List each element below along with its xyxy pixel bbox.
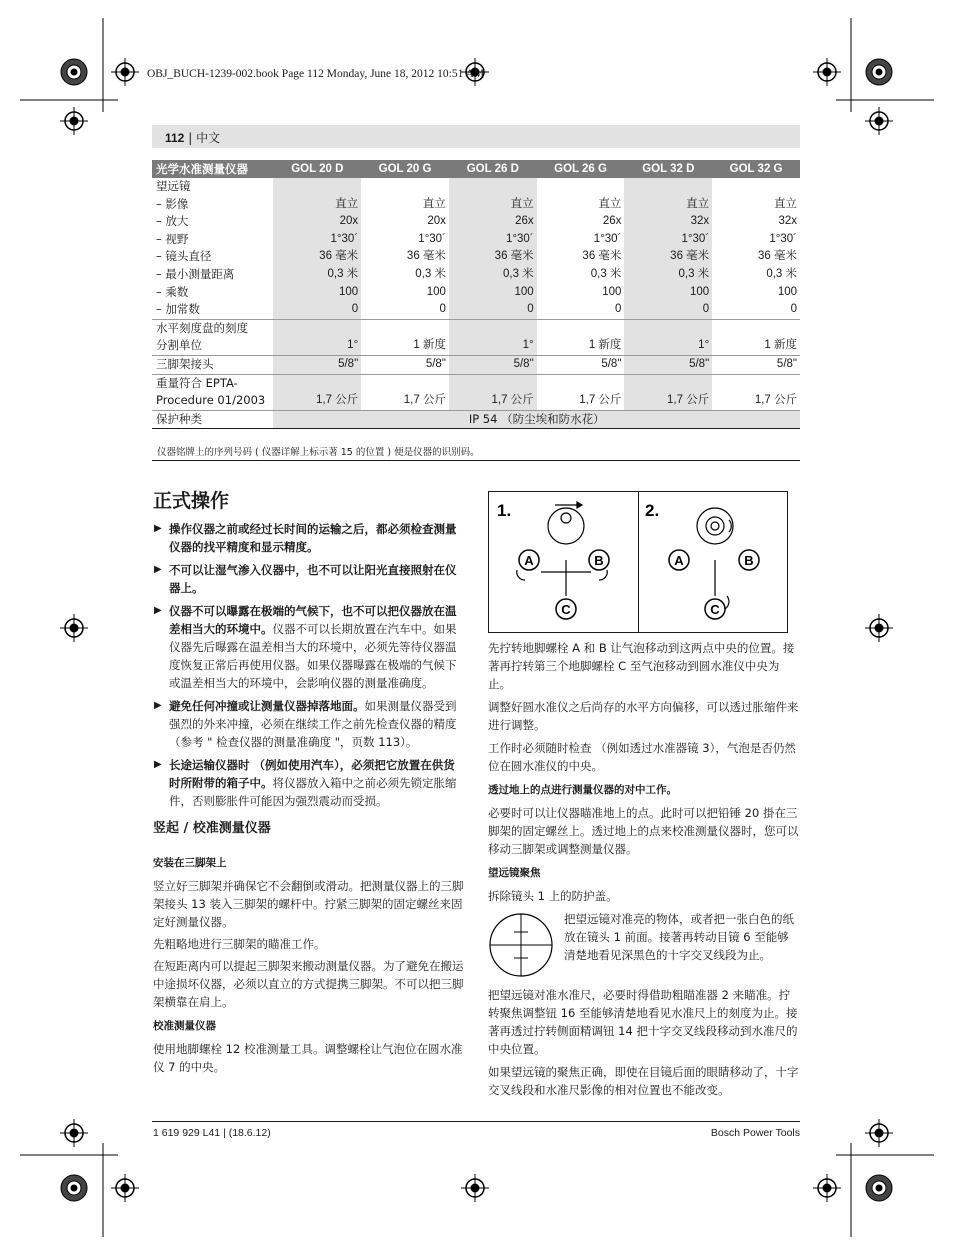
focus-paragraph: 拆除镜头 1 上的防护盖。 [488, 889, 618, 903]
cell-value: 0,3 米 [766, 267, 797, 280]
centering-paragraph: 必要时可以让仪器瞄准地上的点。此时可以把铅锤 20 掛在三脚架的固定螺丝上。透过地上的点来校准测量仪器时，您可以移动三脚架或调整测量仪器。 [488, 806, 799, 856]
tripod-value: 5/8" [712, 355, 800, 374]
tripod-value: 5/8" [273, 355, 361, 374]
tripod-value: 5/8" [624, 355, 712, 374]
spec-table [152, 160, 800, 429]
weight-value: 1,7 公斤 [361, 374, 449, 410]
cell-value: 0 [527, 303, 534, 316]
screw-c-label: C [561, 602, 571, 617]
spec-table-header [152, 160, 800, 178]
cell-value: 36 毫米 [670, 250, 710, 263]
telescope-row [152, 178, 800, 319]
scale-value: 1 新度 [712, 319, 800, 355]
bullet-item: ▶ 不可以让湿气渗入仪器中，也不可以让阳光直接照射在仪器上。 [154, 563, 457, 595]
scale-row [152, 319, 800, 355]
focus-paragraph: 如果望远镜的聚焦正确，即使在目镜后面的眼睛移动了，十字交叉线段和水准尺影像的相对位置也不能改变。 [488, 1065, 799, 1097]
leveling-paragraph: 调整好圆水准仪之后尚存的水平方向偏移，可以透过胀缩件来进行调整。 [488, 700, 799, 732]
scale-label [152, 319, 273, 355]
screw-a-label-2: A [674, 553, 684, 568]
row-label: – 影像 [156, 196, 189, 211]
cell-value: 20x [339, 215, 359, 228]
cell-value: 0 [790, 303, 797, 316]
cell-value: 36 毫米 [319, 250, 359, 263]
crosshair-block [488, 910, 800, 986]
cell-value: 1°30´ [593, 232, 622, 245]
tripod-value: 5/8" [537, 355, 625, 374]
page-header [152, 125, 800, 148]
cell-value: 1°30´ [418, 232, 446, 245]
cell-value: 0,3 米 [502, 267, 534, 280]
telescope-values [449, 178, 537, 319]
crosshair-icon [488, 912, 554, 978]
row-label: 重量符合 EPTA- [156, 375, 238, 390]
tripod-value: 5/8" [449, 355, 537, 374]
telescope-values [537, 178, 625, 319]
scale-value: 1 新度 [361, 319, 449, 355]
right-column [488, 639, 800, 1104]
section-title: 正式操作 [153, 490, 230, 512]
row-label: – 镜头直径 [156, 249, 212, 264]
cell-value: 100 [426, 285, 446, 298]
cell-value: 26x [515, 215, 534, 228]
cell-value: 100 [514, 285, 534, 298]
footer-brand: Bosch Power Tools [710, 1127, 800, 1139]
focus-heading: 望远镜聚焦 [488, 867, 541, 879]
weight-value: 1,7 公斤 [537, 374, 625, 410]
bullet-arrow-icon: ▶ [154, 605, 162, 616]
print-header: OBJ_BUCH-1239-002.book Page 112 Monday, June 18, 2012 10:51 AM [147, 68, 485, 80]
row-label: 望远镜 [156, 179, 191, 193]
cell-value: 0,3 米 [327, 267, 359, 280]
cell-value [540, 178, 622, 196]
leveling-paragraph: 工作时必须随时检查 （例如透过水准器镜 3），气泡是否仍然位在圆水准仪的中央。 [488, 741, 796, 773]
cell-value: 直立 [774, 197, 797, 210]
telescope-values [712, 178, 800, 319]
level-heading: 校准测量仪器 [153, 1020, 216, 1032]
step-1-label: 1. [497, 501, 512, 520]
tripod-value: 5/8" [361, 355, 449, 374]
footer-doc-number: 1 619 929 L41 | (18.6.12) [153, 1127, 271, 1139]
cell-value: 36 毫米 [494, 250, 534, 263]
protection-value: IP 54 （防尘埃和防水花） [273, 410, 800, 429]
tripod-row [152, 355, 800, 374]
row-label: 分割单位 [156, 338, 202, 353]
spec-col-header: GOL 20 D [273, 160, 361, 178]
telescope-labels [152, 178, 273, 319]
cell-value: 直立 [335, 197, 359, 210]
cell-value: 0 [439, 303, 446, 316]
weight-value: 1,7 公斤 [712, 374, 800, 410]
bullet-arrow-icon: ▶ [154, 759, 162, 770]
scale-value: 1° [624, 319, 712, 355]
cell-value: 32x [690, 215, 710, 228]
row-label: 水平刻度盘的刻度 [156, 320, 248, 335]
cell-value: 36 毫米 [406, 250, 446, 263]
screw-b-label: B [594, 553, 604, 568]
cell-value: 36 毫米 [582, 250, 622, 263]
telescope-values [624, 178, 712, 319]
cell-value: 20x [427, 215, 446, 228]
protection-label: 保护种类 [152, 410, 273, 429]
tripod-heading: 安装在三脚架上 [153, 857, 227, 869]
cell-value: 0 [615, 303, 622, 316]
cell-value: 26x [602, 215, 622, 228]
spec-col-header: GOL 26 G [537, 160, 625, 178]
bullet-item: ▶ 操作仪器之前或经过长时间的运输之后，都必须检查测量仪器的找平精度和显示精度。 [154, 522, 457, 554]
cell-value: 1°30´ [769, 232, 797, 245]
screw-b-label-2: B [744, 553, 754, 568]
cell-value [276, 178, 358, 196]
page-number: 112 [165, 131, 185, 145]
leveling-diagram [489, 492, 787, 632]
spec-col-header: GOL 20 G [361, 160, 449, 178]
centering-heading: 透过地上的点进行测量仪器的对中工作。 [488, 784, 677, 796]
cell-value: 直立 [510, 197, 534, 210]
focus-paragraph: 把望远镜对准水准尺，必要时得借助粗瞄准器 2 来瞄准。拧转聚焦调整钮 16 至能够清楚地看见水准尺上的刻度为止。接著再透过拧转侧面精调钮 14 把十字交叉线段移动到水准尺的中央位置。 [488, 988, 798, 1056]
bullet-item: ▶ 避免任何冲撞或让测量仪器掉落地面。如果测量仪器受到强烈的外来冲撞，必须在继续工作之前先检查仪器的精度 （参考 " 检查仪器的测量准确度 "，页数 113）。 [154, 699, 457, 749]
weight-value: 1,7 公斤 [624, 374, 712, 410]
bullet-arrow-icon: ▶ [154, 700, 162, 711]
screw-a-label: A [524, 553, 534, 568]
scale-value: 1° [449, 319, 537, 355]
cell-value [452, 178, 534, 196]
cell-value: 100 [602, 285, 622, 298]
scale-value: 1° [273, 319, 361, 355]
spec-col-header: GOL 26 D [449, 160, 537, 178]
weight-label [152, 374, 273, 410]
row-label: – 最小测量距离 [156, 266, 235, 281]
leveling-figure [488, 491, 788, 633]
weight-value: 1,7 公斤 [449, 374, 537, 410]
footer-rule [152, 1121, 800, 1122]
tripod-label: 三脚架接头 [152, 355, 273, 374]
cell-value: 0 [351, 303, 359, 316]
cell-value [715, 178, 797, 196]
cell-value [627, 178, 709, 196]
page-language: 中文 [196, 131, 221, 145]
tripod-paragraph: 在短距离内可以提起三脚架来搬动测量仪器。为了避免在搬运中途损坏仪器，必须以直立的方式提携三脚架。不可以把三脚架横靠在肩上。 [153, 959, 464, 1009]
cell-value: 1°30´ [681, 232, 710, 245]
cell-value [364, 178, 446, 196]
leveling-paragraph: 先拧转地脚螺栓 A 和 B 让气泡移动到这两点中央的位置。接著再拧转第三个地脚螺栓 C 至气泡移动到圆水准仪中央为止。 [488, 641, 795, 691]
cell-value: 0,3 米 [678, 267, 710, 280]
cell-value: 100 [777, 285, 797, 298]
row-label: – 加常数 [156, 302, 200, 317]
bullet-item: ▶ 长途运输仪器时 （例如使用汽车），必须把它放置在供货时所附带的箱子中。将仪器放入箱中之前必须先锁定胀缩件，否则膨胀件可能因为强烈震动而受损。 [154, 758, 457, 808]
cell-value: 32x [778, 215, 797, 228]
row-label: – 放大 [156, 214, 189, 229]
table-bottom-rule [152, 460, 800, 461]
bullet-arrow-icon: ▶ [154, 523, 162, 534]
cell-value: 直立 [422, 197, 446, 210]
telescope-values [273, 178, 361, 319]
bullet-arrow-icon: ▶ [154, 564, 162, 575]
cell-value: 0 [702, 303, 710, 316]
weight-value: 1,7 公斤 [273, 374, 361, 410]
cell-value: 100 [689, 285, 710, 298]
row-label: Procedure 01/2003 [156, 393, 266, 408]
weight-row [152, 374, 800, 410]
cell-value: 1°30´ [330, 232, 359, 245]
tripod-paragraph: 竖立好三脚架并确保它不会翻倒或滑动。把测量仪器上的三脚架接头 13 装入三脚架的螺杆中。拧紧三脚架的固定螺丝来固定好测量仪器。 [153, 879, 464, 929]
cell-value: 0,3 米 [415, 267, 446, 280]
cell-value: 0,3 米 [590, 267, 622, 280]
spec-col-header: GOL 32 D [624, 160, 712, 178]
spec-col-header: GOL 32 G [712, 160, 800, 178]
spec-col-header: 光学水准测量仪器 [152, 160, 273, 178]
setup-heading: 竖起 / 校准测量仪器 [153, 821, 271, 836]
level-paragraph: 使用地脚螺栓 12 校准测量工具。调整螺栓让气泡位在圆水准仪 7 的中央。 [153, 1042, 463, 1074]
focus-paragraph: 把望远镜对准亮的物体，或者把一张白色的纸放在镜头 1 前面。接著再转动目镜 6 至能够清楚地看见深黑色的十字交叉线段为止。 [564, 912, 794, 962]
row-label: – 乘数 [156, 284, 189, 299]
cell-value: 直立 [686, 197, 710, 210]
cell-value: 直立 [598, 197, 622, 210]
cell-value: 36 毫米 [758, 250, 797, 263]
bullet-item: ▶ 仪器不可以曝露在极端的气候下，也不可以把仪器放在温差相当大的环境中。仪器不可以长期放置在汽车中。如果仪器先后曝露在温差相当大的环境中，必须先等待仪器温度恢复正常后再使用仪器。如果仪器曝露在极端的气候下或温差相当大的环境中，会影响仪器的测量准确度。 [154, 604, 457, 690]
tripod-paragraph: 先粗略地进行三脚架的瞄准工作。 [153, 937, 326, 951]
scale-value: 1 新度 [537, 319, 625, 355]
telescope-values [361, 178, 449, 319]
cell-value: 100 [338, 285, 359, 298]
header-separator: | [188, 131, 193, 145]
table-footnote: 仪器铭牌上的序列号码 ( 仪器详解上标示著 15 的位置 ) 便是仪器的识别码。 [157, 447, 480, 458]
cell-value: 1°30´ [506, 232, 534, 245]
screw-c-label-2: C [710, 602, 720, 617]
step-2-label: 2. [645, 501, 660, 520]
row-label: – 视野 [156, 231, 189, 246]
left-column [153, 520, 465, 1080]
protection-row [152, 410, 800, 429]
